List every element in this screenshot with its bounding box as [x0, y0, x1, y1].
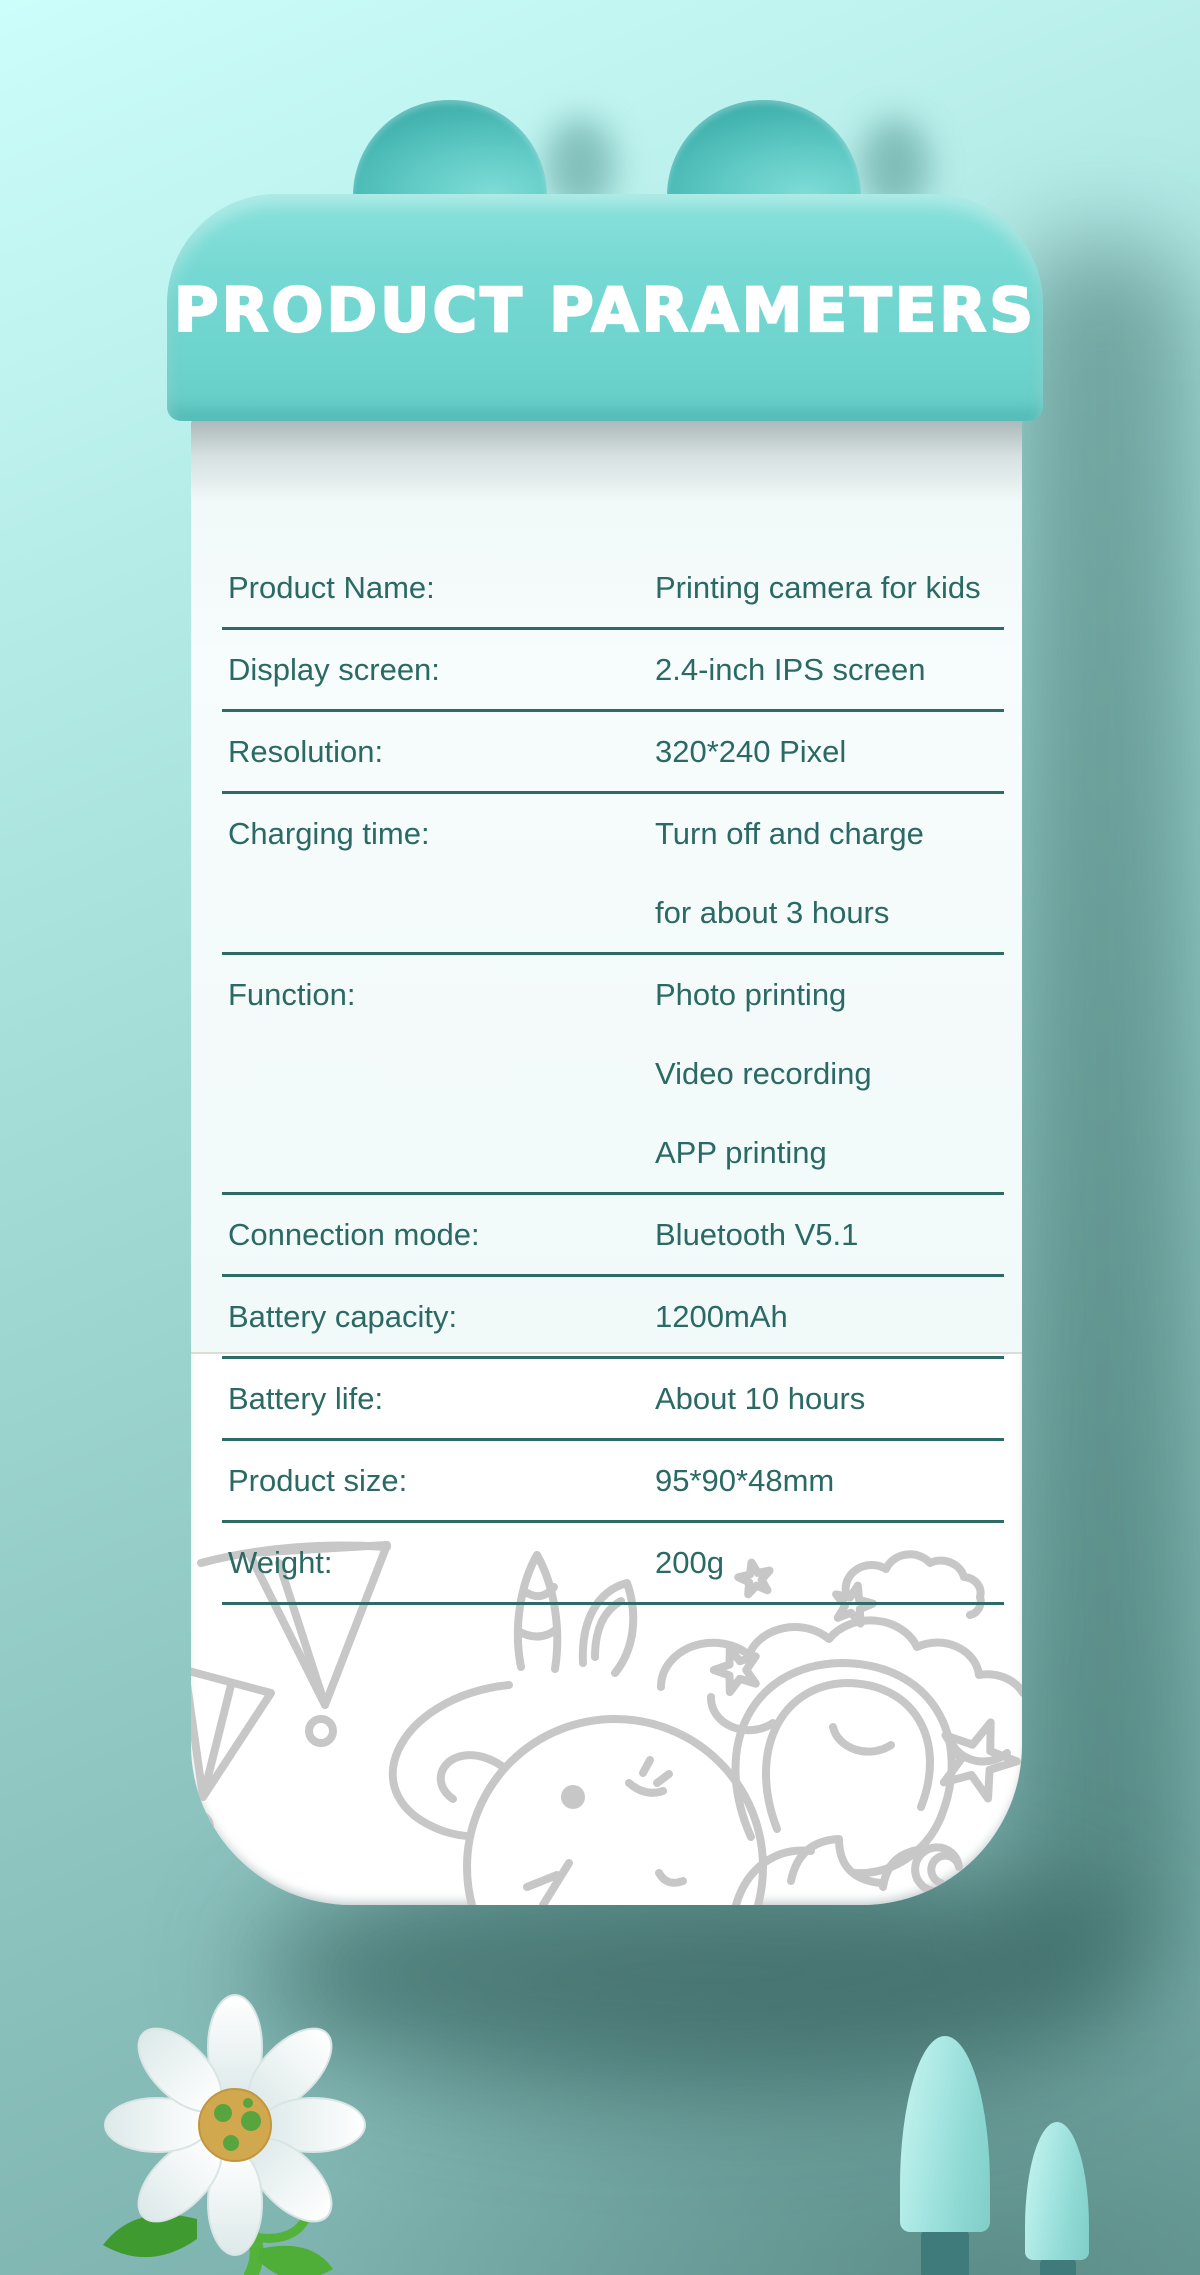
spec-row — [222, 955, 1004, 1195]
spec-row — [222, 1523, 1004, 1605]
spec-label: Product Name: — [228, 570, 435, 605]
spec-label: Battery life: — [228, 1381, 384, 1416]
spec-value: 200g — [655, 1545, 724, 1580]
spec-row — [222, 1359, 1004, 1441]
card-shadow-right — [1008, 235, 1198, 1975]
spec-value: Video recording — [655, 1056, 872, 1091]
crayon-tip-small-icon — [1025, 2122, 1089, 2260]
spec-label: Function: — [228, 977, 356, 1012]
spec-label: Connection mode: — [228, 1217, 480, 1252]
spec-label: Battery capacity: — [228, 1299, 458, 1334]
spec-value: Printing camera for kids — [655, 570, 981, 605]
spec-values — [655, 955, 1004, 1192]
spec-values — [655, 1195, 1004, 1274]
spec-values — [655, 1441, 1004, 1520]
spec-label: Weight: — [228, 1545, 333, 1580]
crayon-stem-small — [1040, 2258, 1076, 2275]
spec-value: 2.4-inch IPS screen — [655, 652, 926, 687]
spec-values — [655, 1277, 1004, 1356]
spec-table — [222, 548, 1004, 1605]
spec-value: for about 3 hours — [655, 895, 890, 930]
spec-card — [191, 418, 1022, 1905]
spec-row — [222, 794, 1004, 955]
spec-row — [222, 630, 1004, 712]
spec-value: 1200mAh — [655, 1299, 788, 1334]
notepad-ear-left-icon — [353, 100, 547, 196]
spec-value: 320*240 Pixel — [655, 734, 847, 769]
spec-label: Resolution: — [228, 734, 384, 769]
spec-values — [655, 548, 1004, 627]
spec-value: APP printing — [655, 1135, 827, 1170]
notepad-ear-right-icon — [667, 100, 861, 196]
spec-value: 95*90*48mm — [655, 1463, 835, 1498]
header-banner — [167, 194, 1043, 421]
spec-value: Photo printing — [655, 977, 847, 1012]
spec-values — [655, 1523, 1004, 1602]
spec-label: Charging time: — [228, 816, 430, 851]
spec-row — [222, 1195, 1004, 1277]
page-title: PRODUCT PARAMETERS — [173, 275, 1037, 346]
spec-values — [655, 1359, 1004, 1438]
spec-value: Bluetooth V5.1 — [655, 1217, 859, 1252]
spec-values — [655, 630, 1004, 709]
crayon-stem-large — [921, 2230, 969, 2275]
spec-row — [222, 548, 1004, 630]
daisy-flower-icon — [45, 1985, 395, 2275]
spec-row — [222, 1277, 1004, 1359]
under-header-shadow — [191, 418, 1022, 503]
spec-label: Display screen: — [228, 652, 440, 687]
spec-values — [655, 794, 1004, 952]
spec-label: Product size: — [228, 1463, 408, 1498]
spec-value: About 10 hours — [655, 1381, 866, 1416]
spec-value: Turn off and charge — [655, 816, 924, 851]
spec-row — [222, 712, 1004, 794]
spec-values — [655, 712, 1004, 791]
spec-row — [222, 1441, 1004, 1523]
